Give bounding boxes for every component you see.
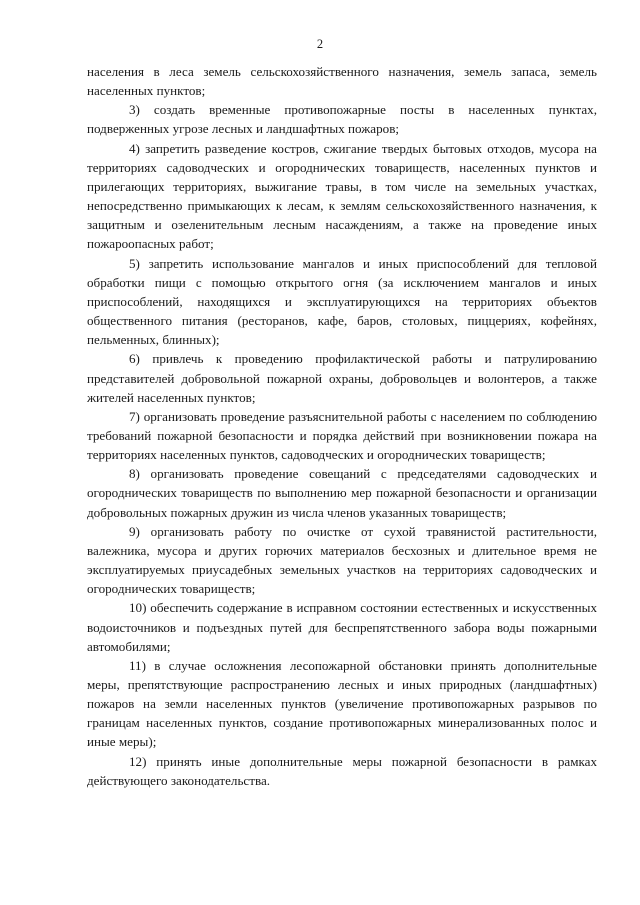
paragraph-item-12: 12) принять иные дополнительные меры пожарной безопасности в рамках действующего законодательства. [87,753,597,788]
paragraph-item-5: 5) запретить использование мангалов и иных приспособлений для тепловой обработки пищи с помощью открытого огня (за исключением мангалов и иных приспособлений, находящихся и эксплуатирующихся на территориях объектов общественного питания (ресторанов, кафе, баров, столовых, пиццериях, кофейнях, пельменных, блинных); [87,255,597,348]
paragraph-item-3: 3) создать временные противопожарные посты в населенных пунктах, подверженных угрозе лесных и ландшафтных пожаров; [87,102,597,137]
paragraph-item-6: 6) привлечь к проведению профилактической работы и патрулированию представителей добровольной пожарной охраны, добровольцев и волонтеров, а также жителей населенных пунктов; [87,351,597,405]
paragraph-item-10: 10) обеспечить содержание в исправном состоянии естественных и искусственных водоисточников и подъездных путей для беспрепятственного забора воды пожарными автомобилями; [87,600,597,654]
document-body [87,62,597,790]
paragraph-item-4: 4) запретить разведение костров, сжигание твердых бытовых отходов, мусора на территориях садоводческих и огороднических товариществ, населенных пунктов и прилегающих территориях, выжигание травы, в том числе на земельных участках, непосредственно примыкающих к лесам, к землям сельскохозяйственного назначения, к защитным и озеленительным лесным насаждениям, а также на проведение иных пожароопасных работ; [87,140,597,252]
paragraph-continuation: населения в леса земель сельскохозяйственного назначения, земель запаса, земель населенных пунктов; [87,64,597,99]
paragraph-item-11: 11) в случае осложнения лесопожарной обстановки принять дополнительные меры, препятствующие распространению лесных и иных природных (ландшафтных) пожаров на земли населенных пунктов (увеличение противопожарных разрывов по границам населенных пунктов, создание противопожарных минерализованных полос и иные меры); [87,657,597,750]
paragraph-item-7: 7) организовать проведение разъяснительной работы с населением по соблюдению требований пожарной безопасности и порядка действий при возникновении пожара на территориях населенных пунктов, садоводческих и огороднических товариществ; [87,408,597,463]
paragraph-item-9: 9) организовать работу по очистке от сухой травянистой растительности, валежника, мусора и других горючих материалов бесхозных и длительное время не эксплуатируемых приусадебных земельных участков на территориях садоводческих и огороднических товариществ; [87,523,597,597]
paragraph-item-8: 8) организовать проведение совещаний с председателями садоводческих и огороднических товариществ по выполнению мер пожарной безопасности и организации добровольных пожарных дружин из числа членов указанных товариществ; [87,466,597,520]
page-number: 2 [316,37,324,51]
